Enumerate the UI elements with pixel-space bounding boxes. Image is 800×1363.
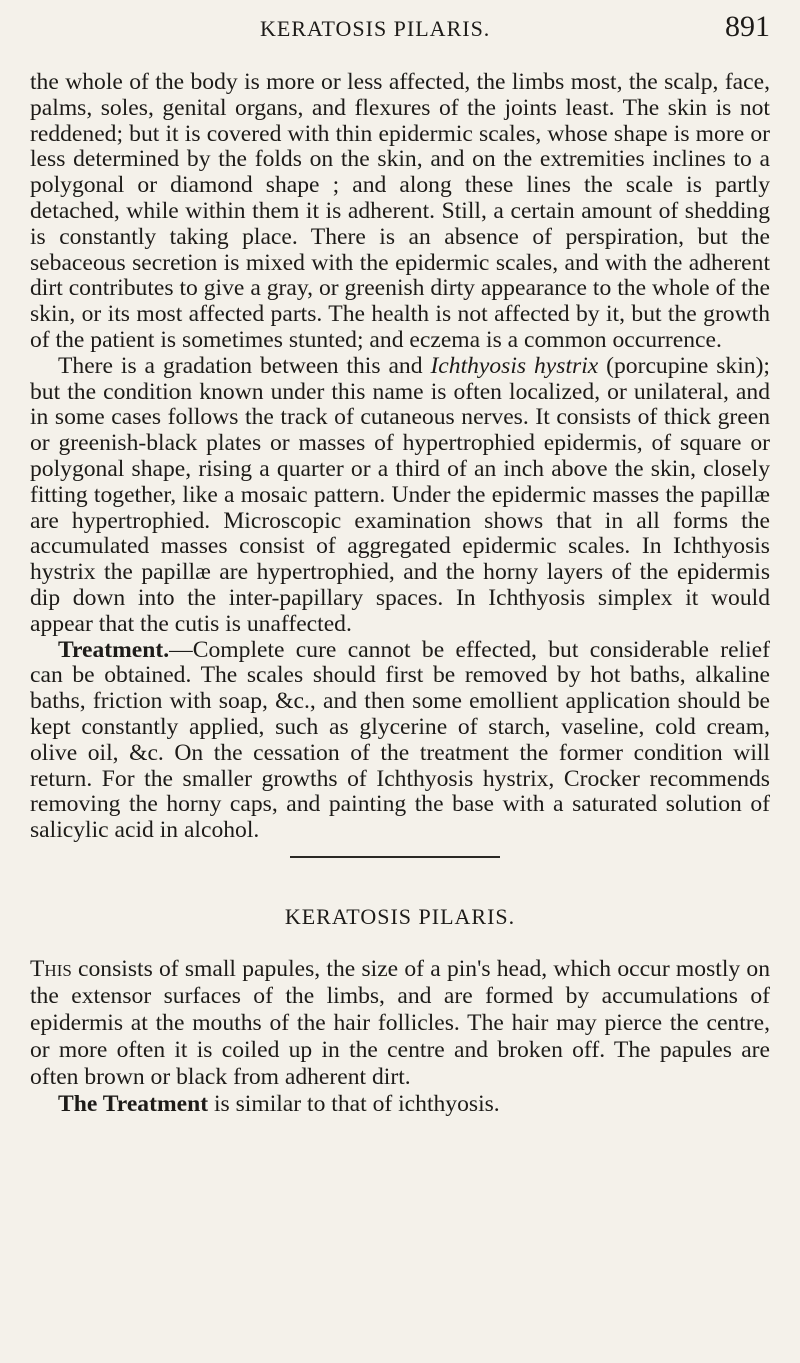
keratosis-text [30,956,770,1118]
paragraph-ichthyosis-hystrix [30,354,770,638]
ichthyosis-text [30,70,770,844]
term-ichthyosis-hystrix: Ichthyosis hystrix [430,352,599,379]
treatment-text: —Complete cure cannot be effected, but considerable relief can be obtained. The scales should first be removed by hot baths, alkaline baths, friction with soap, &c., and then some emollient application should be kept constantly applied, such as glycerine of starch, vaseline, cold cream, olive oil, &c. On the cessation of the treatment the former condition will return. For the smaller growths of Ichthyosis hystrix, Crocker recommends removing the horny caps, and painting the base with a saturated solution of salicylic acid in alcohol. [30,636,770,844]
paragraph-hystrix-rest: (porcupine skin); but the condition known under this name is often localized, or unilateral, and in some cases follows the track of cutaneous nerves. It consists of thick green or greenish-black plates or masses of hypertrophied epidermis, of square or polygonal shape, rising a quarter or a third of an inch above the skin, closely fitting together, like a mosaic pattern. Under the epidermic masses the papillæ are hypertrophied. Microscopic examination shows that in all forms the accumulated masses consist of aggregated epidermic scales. In Ichthyosis hystrix the papillæ are hypertrophied, and the horny layers of the epidermis dip down into the inter-papillary spaces. In Ichthyosis simplex it would appear that the cutis is unaffected. [30,352,770,637]
section-heading: KERATOSIS PILARIS. [284,904,516,929]
paragraph-hystrix-start: There is a gradation between this and [58,352,431,379]
paragraph-keratosis-description [30,956,770,1091]
keratosis-description-text: consists of small papules, the size of a pin's head, which occur mostly on the extensor surfaces of the limbs, and are formed by accumulations of epidermis at the mouths of the hair follicles. The hair may pierce the centre, or more often it is coiled up in the centre and broken off. The papules are often brown or black from adherent dirt. [30,956,770,1090]
section-divider [290,856,500,858]
keratosis-treatment-label: The Treatment [58,1091,209,1117]
paragraph-keratosis-treatment [30,1091,770,1118]
treatment-label: Treatment. [58,636,170,663]
keratosis-treatment-text: is similar to that of ichthyosis. [208,1091,500,1117]
keratosis-lead-word: This [30,956,72,982]
running-head [30,10,770,50]
page-number: 891 [725,10,770,43]
paragraph-treatment [30,638,770,844]
paragraph-ichthyosis-description: the whole of the body is more or less affected, the limbs most, the scalp, face, palms, soles, genital organs, and flexures of the joints least. The skin is not reddened; but it is covered with thin epidermic scales, whose shape is more or less determined by the folds on the skin, and on the extremities inclines to a polygonal or diamond shape ; and along these lines the scale is partly detached, while within them it is adherent. Still, a certain amount of shedding is constantly taking place. There is an absence of perspiration, but the sebaceous secretion is mixed with the epidermic scales, and with the adherent dirt contributes to give a gray, or greenish dirty appearance to the whole of the skin, or its most affected parts. The health is not affected by it, but the growth of the patient is sometimes stunted; and eczema is a common occurrence. [30,69,770,353]
running-title: KERATOSIS PILARIS. [260,16,491,41]
